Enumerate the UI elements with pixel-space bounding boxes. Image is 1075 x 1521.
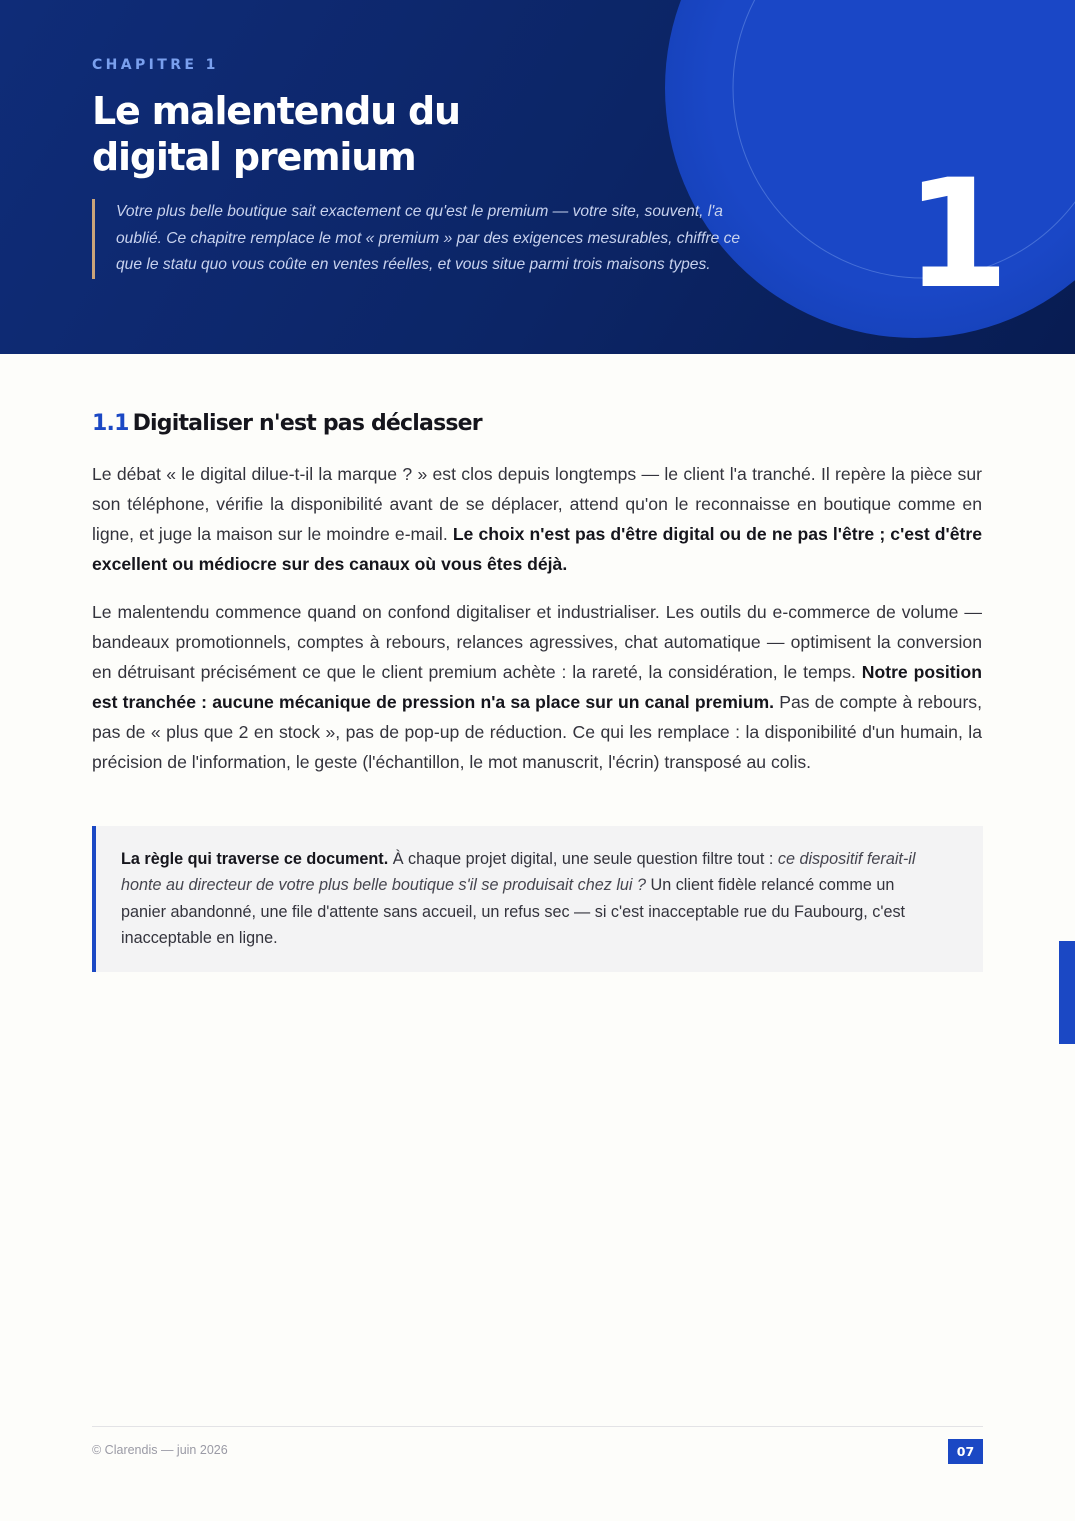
paragraph-2-text-a: Le malentendu commence quand on confond digitaliser et industrialiser. Les outils du e-commerce de volume — bandeaux promotionnels, comptes à rebours, relances agressives, chat automatique — optimisent la conversion en détruisant précisément ce que le client premium achète : la rareté, la considération, le temps.: [92, 602, 982, 682]
section-heading: [92, 408, 482, 440]
footer-divider: [92, 1426, 983, 1427]
callout-question: ce dispositif ferait-il honte au directeur de votre plus belle boutique s'il se produisait chez lui ?: [121, 850, 916, 895]
paragraph-2-text-b: Pas de compte à rebours, pas de « plus que 2 en stock », pas de pop-up de réduction. Ce qui les remplace : la disponibilité d'un humain, la précision de l'information, le geste (l'échantillon, le mot manuscrit, l'écrin) transposé au colis.: [92, 692, 982, 772]
page-number-badge: 07: [948, 1439, 983, 1464]
chapter-title-line-1: Le malentendu du: [92, 89, 460, 133]
section-number: 1.1: [92, 411, 129, 436]
paragraph-1-emphasis: Le choix n'est pas d'être digital ou de ne pas l'être ; c'est d'être excellent ou médiocre sur des canaux où vous êtes déjà.: [92, 524, 982, 574]
body-paragraph-1: [92, 459, 982, 579]
callout-text-a: À chaque projet digital, une seule question filtre tout :: [388, 850, 778, 868]
chapter-title: [92, 88, 612, 180]
callout-lead: La règle qui traverse ce document.: [121, 850, 389, 868]
section-title: Digitaliser n'est pas déclasser: [132, 411, 482, 436]
body-paragraph-2: [92, 597, 982, 777]
chapter-hero: [0, 0, 1075, 354]
chapter-side-tab: [1059, 941, 1075, 1044]
rule-callout: [92, 826, 983, 972]
footer-copyright: © Clarendis — juin 2026: [92, 1443, 228, 1457]
chapter-eyebrow: CHAPITRE 1: [92, 57, 219, 73]
paragraph-2-emphasis: Notre position est tranchée : aucune mécanique de pression n'a sa place sur un canal premium.: [92, 662, 982, 712]
chapter-intro: Votre plus belle boutique sait exactement ce qu'est le premium — votre site, souvent, l'a oublié. Ce chapitre remplace le mot « premium » par des exigences mesurables, chiffre ce que le statu quo vous coûte en ventes réelles, et vous situe parmi trois maisons types.: [92, 199, 746, 279]
chapter-number: 1: [905, 148, 1010, 322]
chapter-title-line-2: digital premium: [92, 135, 416, 179]
callout-text-b: Un client fidèle relancé comme un panier abandonné, une file d'attente sans accueil, un refus sec — si c'est inacceptable rue du Faubourg, c'est inacceptable en ligne.: [121, 876, 906, 947]
paragraph-1-text: Le débat « le digital dilue-t-il la marque ? » est clos depuis longtemps — le client l'a tranché. Il repère la pièce sur son téléphone, vérifie la disponibilité avant de se déplacer, attend qu'on le reconnaisse en boutique comme en ligne, et juge la maison sur le moindre e-mail.: [92, 464, 982, 544]
